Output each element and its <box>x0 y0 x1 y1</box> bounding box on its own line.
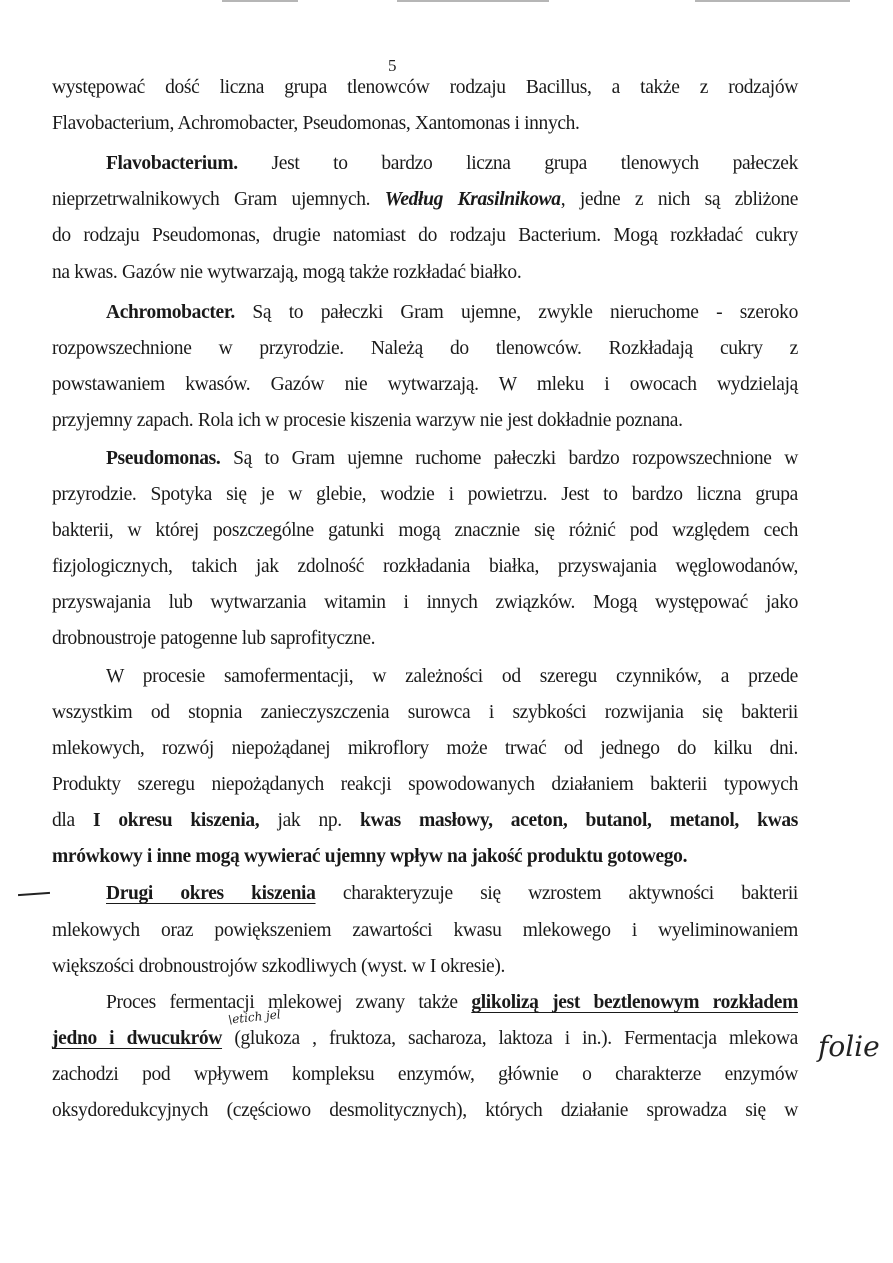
text-line: do rodzaju Pseudomonas, drugie natomiast do rodzaju Bacterium. Mogą rozkładać cukry <box>52 225 798 246</box>
term-achromobacter: Achromobacter. <box>106 302 235 323</box>
text-line: mlekowych oraz powiększeniem zawartości kwasu mlekowego i wyeliminowaniem <box>52 920 798 941</box>
term-pseudomonas: Pseudomonas. <box>106 448 221 469</box>
text-line: przyjemny zapach. Rola ich w procesie kiszenia warzyw nie jest dokładnie poznana. <box>52 410 683 431</box>
text-line: zachodzi pod wpływem kompleksu enzymów, głównie o charakterze enzymów <box>52 1064 798 1085</box>
scan-mark-3 <box>695 0 850 2</box>
text-line: bakterii, w której poszczególne gatunki mogą znacznie się różnić pod względem cech <box>52 520 798 541</box>
scan-mark-2 <box>397 0 549 2</box>
byproducts-list: kwas masłowy, aceton, butanol, metanol, kwas <box>359 810 798 831</box>
text-line: Flavobacterium. Jest to bardzo liczna grupa tlenowych pałeczek <box>106 153 798 174</box>
text-line: mrówkowy i inne mogą wywierać ujemny wpływ na jakość produktu gotowego. <box>52 846 688 867</box>
text-line: występować dość liczna grupa tlenowców rodzaju Bacillus, a także z rodzajów <box>52 77 798 98</box>
handwritten-margin-note: folie <box>818 1030 880 1063</box>
text-line: fizjologicznych, takich jak zdolność rozkładania białka, przyswajania węglowodanów, <box>52 556 798 577</box>
text-line: oksydoredukcyjnych (częściowo desmolitycznych), których działanie sprowadza się w <box>52 1100 798 1121</box>
text-line: przyswajania lub wytwarzania witamin i innych związków. Mogą występować jako <box>52 592 798 613</box>
handwritten-interlinear-note: \etich jel <box>227 1007 282 1027</box>
text-line: Pseudomonas. Są to Gram ujemne ruchome pałeczki bardzo rozpowszechnione w <box>106 448 798 469</box>
text-line: rozpowszechnione w przyrodzie. Należą do tlenowców. Rozkładają cukry z <box>52 338 798 359</box>
term-second-period: Drugi okres kiszenia <box>106 883 316 904</box>
text-line: na kwas. Gazów nie wytwarzają, mogą także rozkładać białko. <box>52 262 522 283</box>
text-line: jedno i dwucukrów (glukoza , fruktoza, sacharoza, laktoza i in.). Fermentacja mlekowa <box>52 1028 798 1049</box>
glycolysis-definition: glikolizą jest beztlenowym rozkładem <box>471 992 798 1013</box>
term-flavobacterium: Flavobacterium. <box>106 153 238 174</box>
text-line: Drugi okres kiszenia charakteryzuje się wzrostem aktywności bakterii <box>106 883 798 904</box>
text-line: nieprzetrwalnikowych Gram ujemnych. Według Krasilnikowa, jedne z nich są zbliżone <box>52 189 799 210</box>
text-line: przyrodzie. Spotyka się je w glebie, wodzie i powietrzu. Jest to bardzo liczna grupa <box>52 484 798 505</box>
scan-mark-1 <box>222 0 298 2</box>
page-number: 5 <box>388 56 397 75</box>
text-line: powstawaniem kwasów. Gazów nie wytwarzają. W mleku i owocach wydzielają <box>52 374 798 395</box>
text-line: Achromobacter. Są to pałeczki Gram ujemne, zwykle nieruchome - szeroko <box>106 302 798 323</box>
text-line: wszystkim od stopnia zanieczyszczenia surowca i szybkości rozwijania się bakterii <box>52 702 798 723</box>
term-first-period: I okresu kiszenia, <box>92 810 260 831</box>
text-line: Produkty szeregu niepożądanych reakcji spowodowanych działaniem bakterii typowych <box>52 774 798 795</box>
citation-krasilnikow: Według Krasilnikowa <box>384 189 561 210</box>
text-line: większości drobnoustrojów szkodliwych (wyst. w I okresie). <box>52 956 506 977</box>
text-line: Flavobacterium, Achromobacter, Pseudomonas, Xantomonas i innych. <box>52 113 580 134</box>
text-line: dla I okresu kiszenia, jak np. kwas masłowy, aceton, butanol, metanol, kwas <box>52 810 798 831</box>
text-line: drobnoustroje patogenne lub saprofityczne. <box>52 628 376 649</box>
text-line: Proces fermentacji mlekowej zwany także glikolizą jest beztlenowym rozkładem <box>106 992 798 1013</box>
margin-dash-mark <box>18 892 50 896</box>
text-line: W procesie samofermentacji, w zależności od szeregu czynników, a przede <box>106 666 798 687</box>
sugars-term: jedno i dwucukrów <box>52 1028 223 1049</box>
text-line: mlekowych, rozwój niepożądanej mikroflory może trwać od jednego do kilku dni. <box>52 738 798 759</box>
